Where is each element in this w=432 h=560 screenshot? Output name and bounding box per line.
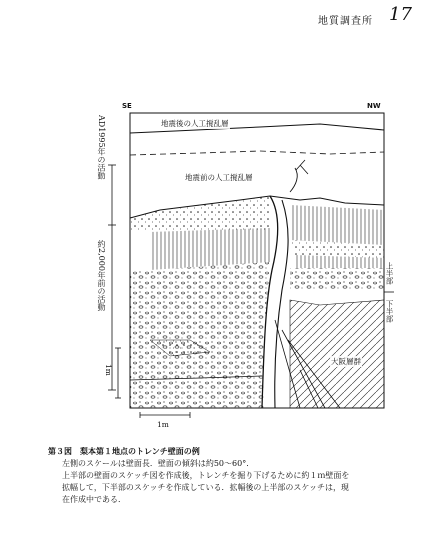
caption-title: 第３図 梨本第１地点のトレンチ壁面の例 [48, 446, 200, 456]
label-event-1995: AD1995年の活動 [97, 115, 106, 180]
label-event-2000bp: 約2,000年前の活動 [97, 240, 106, 311]
caption-line-1: 左側のスケールは壁面長．壁面の傾斜は約50〜60°． [62, 459, 255, 468]
label-osaka-group: 大阪層群 [331, 357, 361, 366]
direction-nw: NW [367, 102, 381, 110]
page-number: 17 [389, 4, 412, 25]
label-before-quake-layer: 地震前の人工撹乱層 [185, 173, 253, 182]
caption-line-3: 拡幅して，下半部のスケッチを作成している．拡幅後の上半部のスケッチは，現 [62, 483, 350, 492]
caption-line-2: 上半部の壁面のスケッチ図を作成後，トレンチを掘り下げるために約１ｍ壁面を [62, 471, 350, 480]
label-lower-half: 下半部 [385, 300, 394, 323]
journal-header: 地質調査所 [318, 16, 373, 27]
label-upper-half: 上半部 [385, 262, 394, 285]
direction-se: SE [122, 102, 132, 110]
caption-line-4: 在作成中である． [62, 495, 126, 504]
vertical-scale-label: 1m [104, 364, 113, 376]
label-after-quake-layer: 地震後の人工撹乱層 [161, 119, 229, 128]
horizontal-scale-label: 1m [157, 420, 169, 429]
